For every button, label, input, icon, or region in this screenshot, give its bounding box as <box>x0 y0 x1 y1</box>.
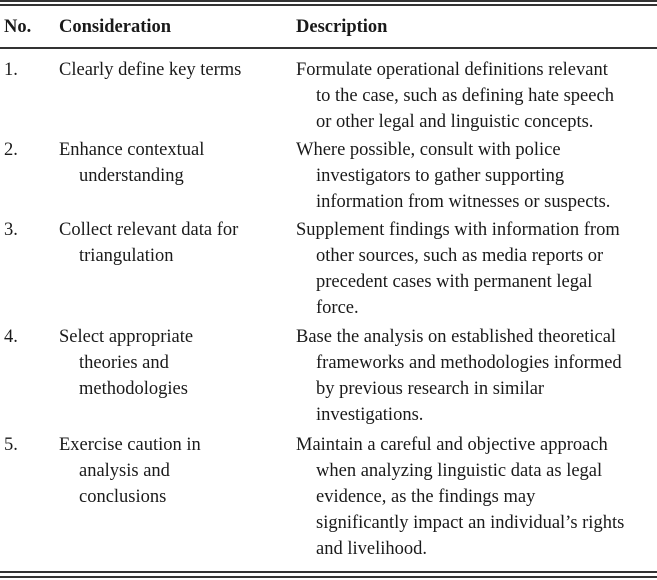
row-3-consideration-line: Collect relevant data for <box>59 220 239 240</box>
row-5-consideration-line: conclusions <box>79 487 167 507</box>
row-1-description-line: to the case, such as defining hate speech <box>316 86 614 106</box>
row-3-description-line: other sources, such as media reports or <box>316 246 604 266</box>
row-1-consideration <box>59 57 279 83</box>
row-1-description-line: or other legal and linguistic concepts. <box>316 112 594 132</box>
table-top-rule <box>0 0 657 2</box>
row-4-description-line: Base the analysis on established theoretical <box>296 327 617 347</box>
row-1-description-line: Formulate operational definitions relevant <box>296 60 608 80</box>
row-4-description-line: frameworks and methodologies informed <box>316 353 622 373</box>
row-2-consideration <box>59 137 279 189</box>
row-4-consideration-line: Select appropriate <box>59 327 194 347</box>
row-2-consideration-line: Enhance contextual <box>59 140 205 160</box>
column-header-consideration: Consideration <box>59 17 172 37</box>
row-5-consideration <box>59 432 279 510</box>
row-2-number: 2. <box>4 140 18 160</box>
row-5-consideration-line: Exercise caution in <box>59 435 201 455</box>
header-bottom-rule <box>0 47 657 49</box>
row-5-description <box>296 432 656 562</box>
row-4-consideration <box>59 324 279 402</box>
row-3-description-line: force. <box>316 298 359 318</box>
table-bottom-rule-2 <box>0 576 657 578</box>
row-5-description-line: significantly impact an individual’s rights <box>316 513 625 533</box>
row-4-description <box>296 324 656 428</box>
row-2-description-line: investigators to gather supporting <box>316 166 565 186</box>
row-3-number: 3. <box>4 220 18 240</box>
table-bottom-rule <box>0 571 657 573</box>
row-1-consideration-line: Clearly define key terms <box>59 60 242 80</box>
row-3-consideration <box>59 217 279 269</box>
row-3-consideration-line: triangulation <box>79 246 174 266</box>
row-5-description-line: when analyzing linguistic data as legal <box>316 461 603 481</box>
row-5-consideration-line: analysis and <box>79 461 170 481</box>
row-5-number: 5. <box>4 435 18 455</box>
row-3-description-line: precedent cases with permanent legal <box>316 272 593 292</box>
row-4-description-line: by previous research in similar <box>316 379 545 399</box>
column-header-no: No. <box>4 17 32 37</box>
row-5-description-line: Maintain a careful and objective approach <box>296 435 608 455</box>
row-4-consideration-line: theories and <box>79 353 169 373</box>
row-2-description-line: Where possible, consult with police <box>296 140 561 160</box>
row-2-consideration-line: understanding <box>79 166 184 186</box>
table-top-rule-2 <box>0 4 657 6</box>
row-4-number: 4. <box>4 327 18 347</box>
row-1-number: 1. <box>4 60 18 80</box>
row-2-description <box>296 137 656 215</box>
row-4-consideration-line: methodologies <box>79 379 188 399</box>
column-header-description: Description <box>296 17 388 37</box>
row-4-description-line: investigations. <box>316 405 424 425</box>
row-5-description-line: evidence, as the findings may <box>316 487 536 507</box>
row-1-description <box>296 57 656 135</box>
row-5-description-line: and livelihood. <box>316 539 427 559</box>
row-2-description-line: information from witnesses or suspects. <box>316 192 611 212</box>
row-3-description <box>296 217 656 321</box>
row-3-description-line: Supplement findings with information from <box>296 220 620 240</box>
